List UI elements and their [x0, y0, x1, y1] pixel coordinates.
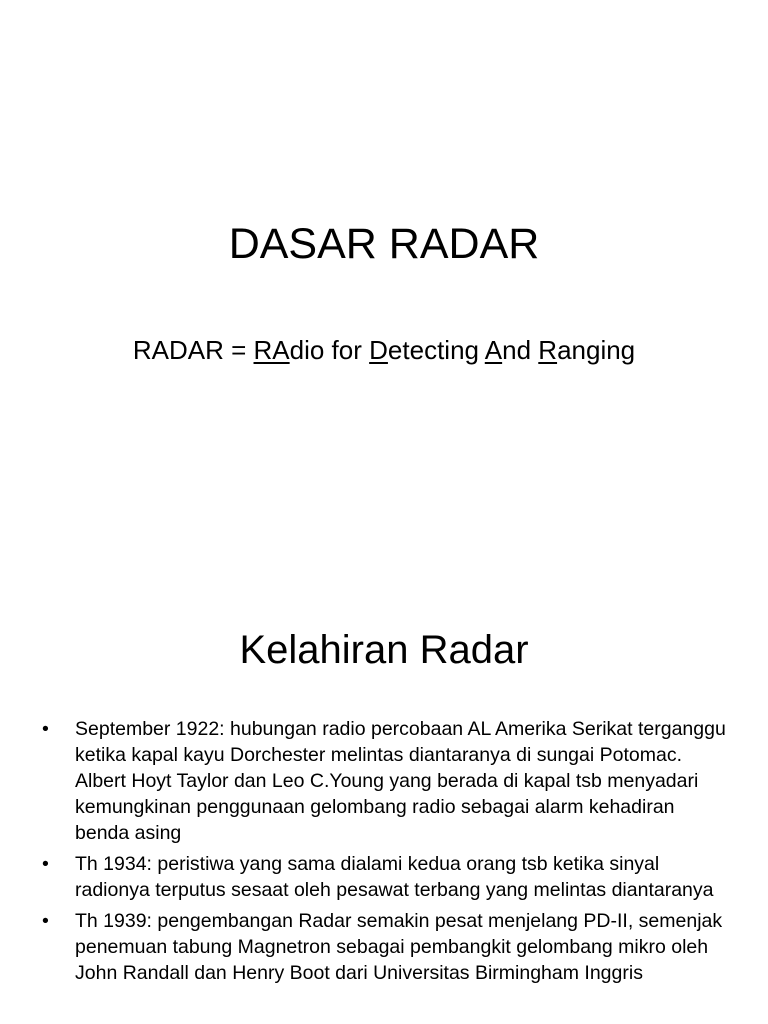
- acronym-letter-d: D: [369, 335, 388, 365]
- list-item: [42, 716, 732, 846]
- subtitle-word-etecting: etecting: [387, 335, 485, 365]
- bullet-list: [42, 716, 732, 991]
- subtitle-word-dio-for: dio for: [289, 335, 370, 365]
- bullet-text: Th 1939: pengembangan Radar semakin pesat menjelang PD-II, semenjak penemuan tabung Magnetron sebagai pembangkit gelombang mikro oleh John Randall dan Henry Boot dari Universitas Birmingham Inggris: [75, 910, 723, 984]
- subtitle-word-anging: anging: [557, 335, 636, 365]
- subtitle-word-nd: nd: [502, 335, 539, 365]
- radar-acronym-subtitle: [0, 333, 768, 367]
- bullet-point-icon: •: [42, 853, 49, 875]
- section-title: Kelahiran Radar: [239, 628, 529, 672]
- bullet-point-icon: •: [42, 718, 49, 740]
- subtitle-prefix: RADAR =: [132, 335, 254, 365]
- list-item: [42, 851, 732, 903]
- slide-title: DASAR RADAR: [228, 220, 540, 268]
- acronym-letter-r: R: [538, 335, 558, 365]
- bullet-text: Th 1934: peristiwa yang sama dialami kedua orang tsb ketika sinyal radionya terputus sesaat oleh pesawat terbang yang melintas diantaranya: [75, 853, 714, 901]
- bullet-point-icon: •: [42, 910, 49, 932]
- acronym-letter-a: A: [484, 335, 503, 365]
- list-item: [42, 908, 732, 986]
- bullet-text: September 1922: hubungan radio percobaan AL Amerika Serikat terganggu ketika kapal kayu Dorchester melintas diantaranya di sungai Potomac. Albert Hoyt Taylor dan Leo C.Young yang berada di kapal tsb menyadari kemungkinan penggunaan gelombang radio sebagai alarm kehadiran benda asing: [75, 718, 726, 844]
- acronym-letters-ra: RA: [253, 335, 290, 365]
